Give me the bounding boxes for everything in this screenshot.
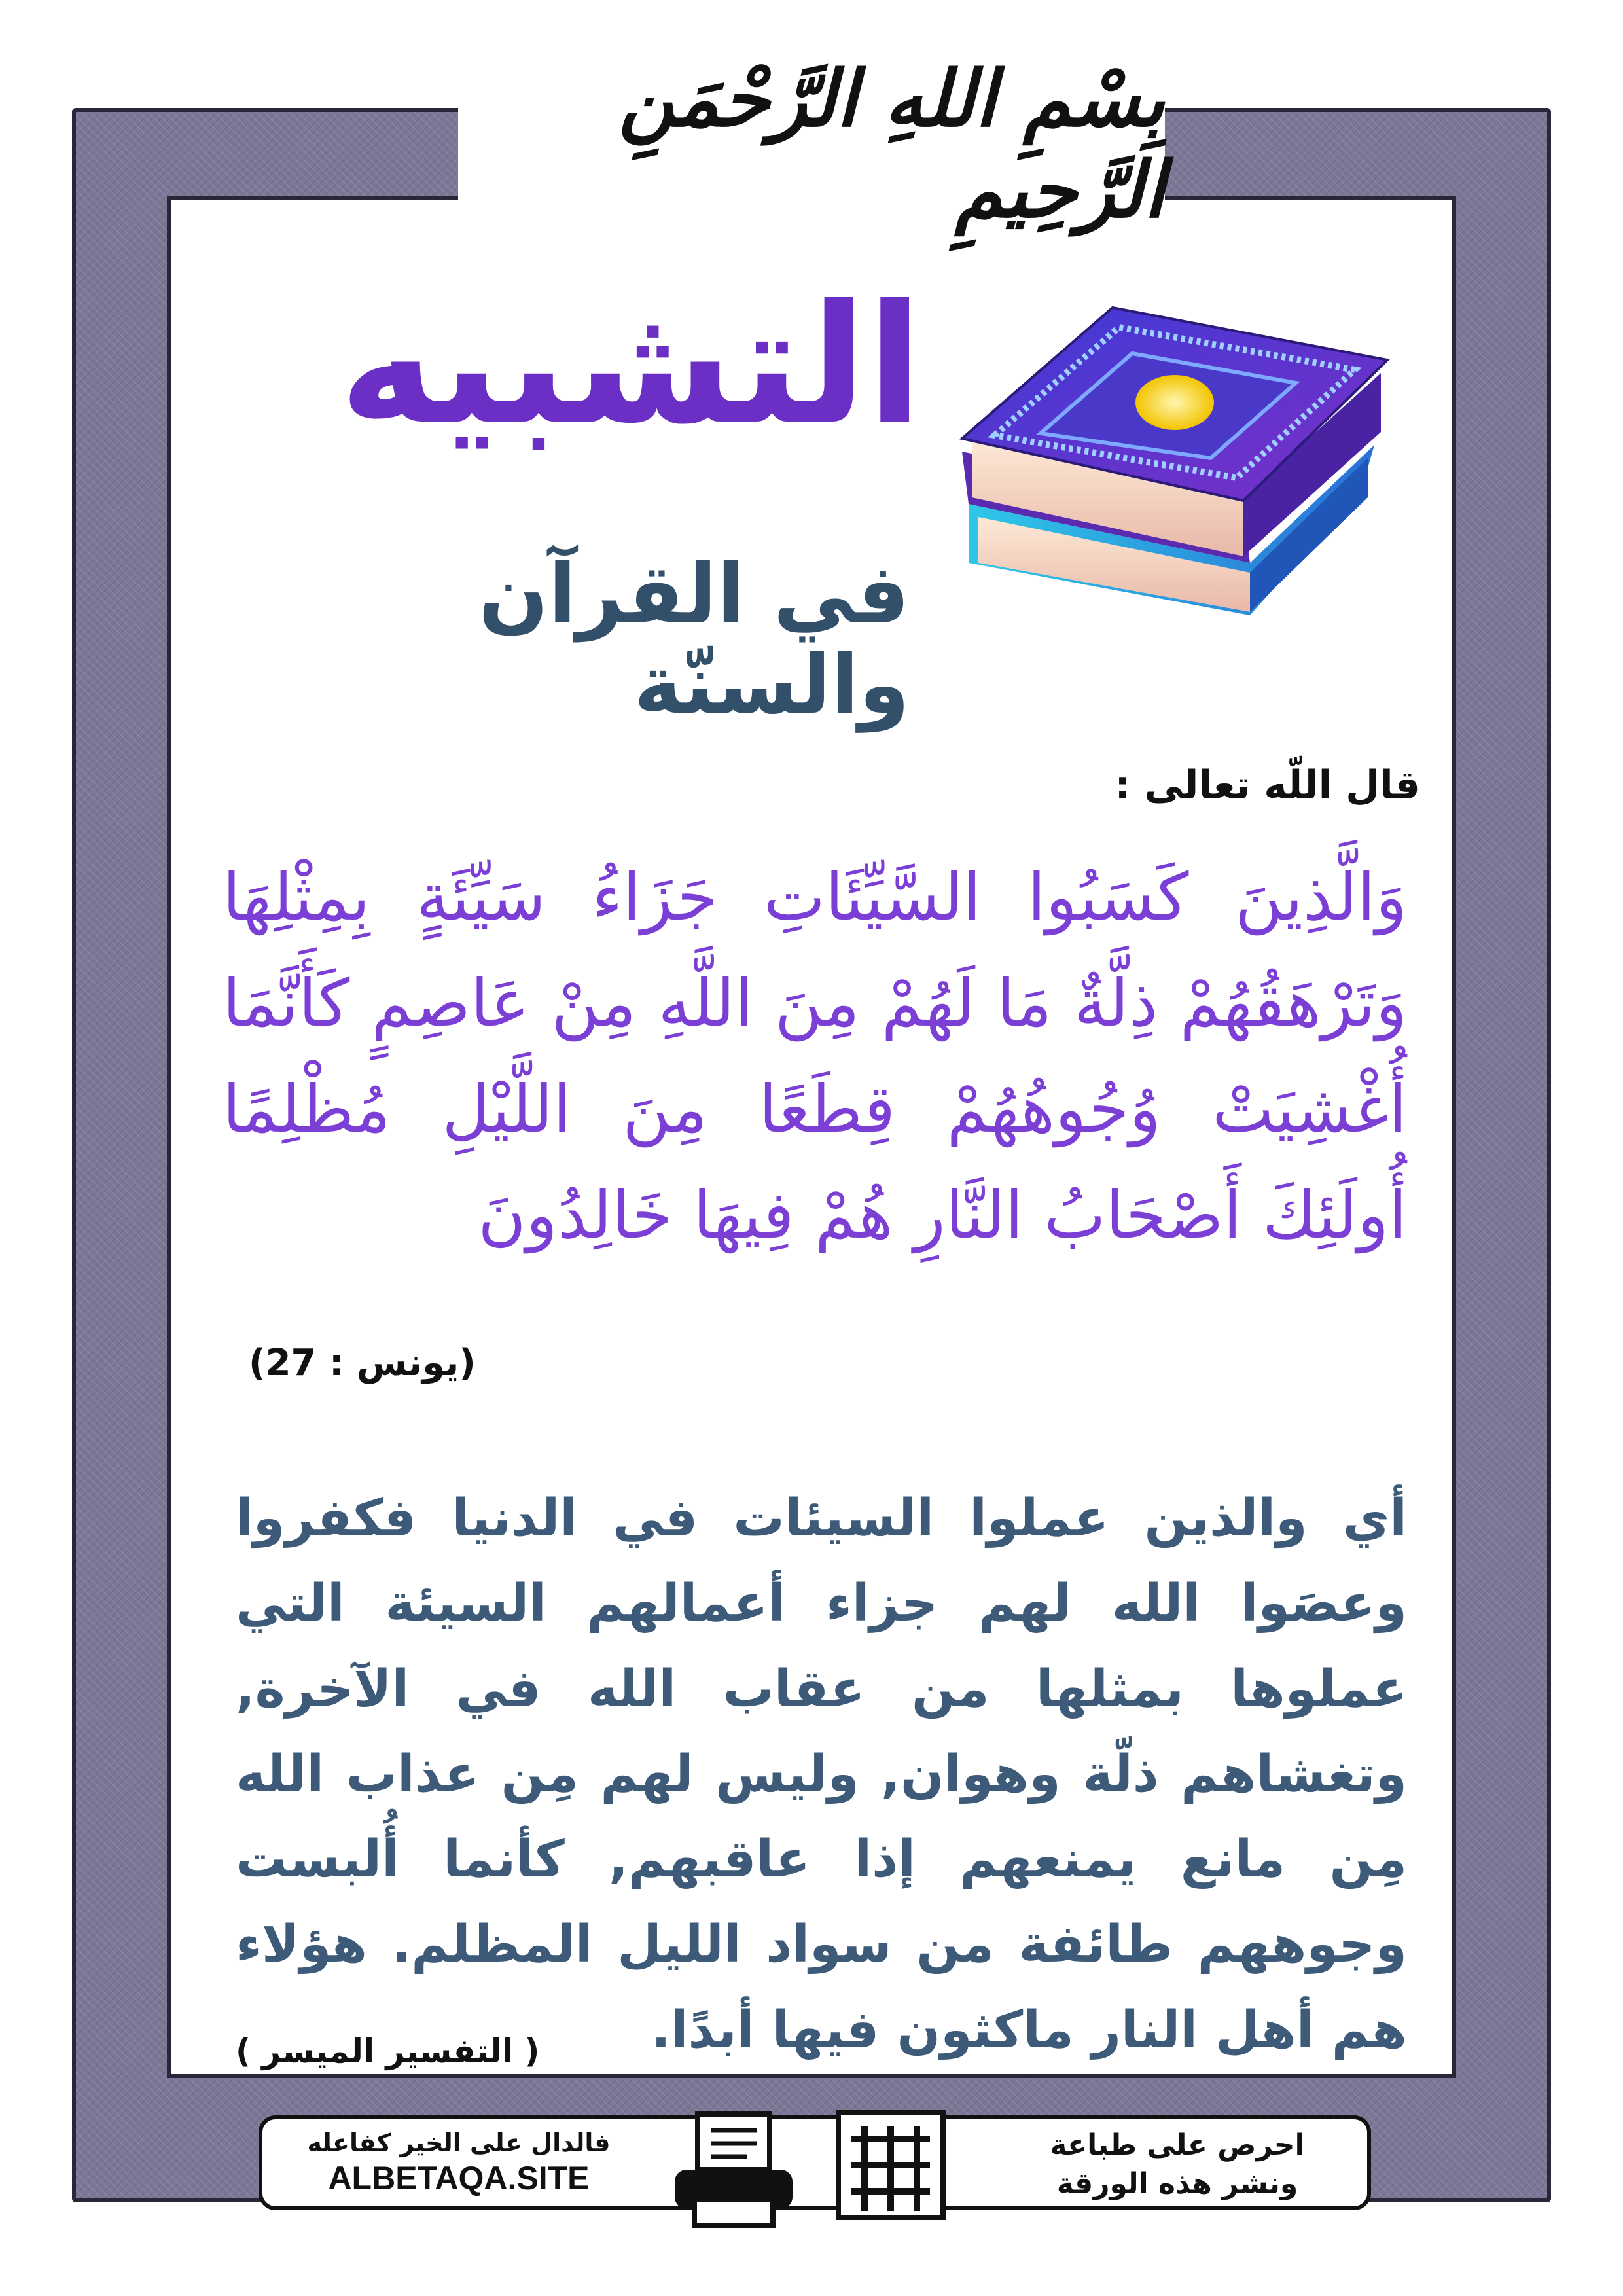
page-subtitle: في القرآن والسنّة — [478, 547, 910, 732]
tafsir-source: ( التفسير الميسر ) — [236, 2032, 540, 2070]
footer-print-line2: ونشر هذه الورقة — [1056, 2167, 1298, 2201]
footer-website-block — [282, 2127, 635, 2197]
website-link[interactable]: ALBETAQA.SITE — [328, 2160, 590, 2197]
printer-icon — [668, 2108, 799, 2232]
quran-verse: وَالَّذِينَ كَسَبُوا السَّيِّئَاتِ جَزَاءُ سَيِّئَةٍ بِمِثْلِهَا وَتَرْهَقُهُمْ ذِلَّةٌ مَا لَهُمْ مِنَ اللَّهِ مِنْ عَاصِمٍ كَأَنَّمَا أُغْشِيَتْ وُجُوهُهُمْ قِطَعًا مِنَ اللَّيْلِ مُظْلِمًا أُولَئِكَ أَصْحَابُ النَّارِ هُمْ فِيهَا خَالِدُونَ — [223, 859, 1407, 1253]
page-title: التشبيه — [339, 270, 923, 460]
footer-proverb: فالدال على الخير كفاعله — [307, 2128, 611, 2157]
tafsir-text: أي والذين عملوا السيئات في الدنيا فكفروا وعصَوا الله لهم جزاء أعمالهم السيئة التي عملوها بمثلها من عقاب الله في الآخرة, وتغشاهم ذلّة وهوان, وليس لهم مِن عذاب الله مِن مانع يمنعهم إذا عاقبهم, كأنما أُلبست وجوههم طائفة من سواد الليل المظلم. هؤلاء هم أهل النار ماكثون فيها أبدًا. — [236, 1489, 1407, 2060]
footer-bar — [259, 2115, 1371, 2210]
basmala-calligraphy: بِسْمِ اللهِ الرَّحْمَنِ الرَّحِيمِ — [618, 53, 1165, 235]
quran-books-icon — [942, 281, 1400, 668]
daawa-logo-icon — [825, 2100, 956, 2231]
footer-print-line1: احرص على طباعة — [1050, 2128, 1305, 2162]
footer-print-note — [1007, 2126, 1347, 2204]
verse-intro: قال اللّه تعالى : — [1115, 762, 1420, 808]
verse-reference: (يونس : 27) — [249, 1342, 476, 1384]
